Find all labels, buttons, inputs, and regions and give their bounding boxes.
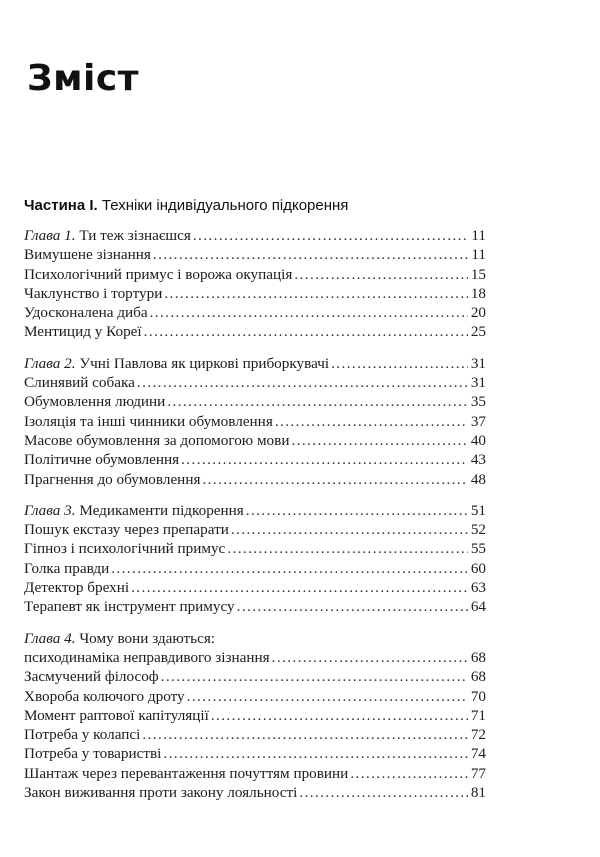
- dot-leader: [193, 226, 469, 245]
- section-title: Чаклунство і тортури: [24, 284, 163, 302]
- page-number: 15: [470, 265, 486, 283]
- toc-entry[interactable]: [24, 322, 486, 341]
- toc-entry[interactable]: [24, 725, 486, 744]
- section-title: Гіпноз і психологічний примус: [24, 540, 226, 558]
- page-number: 20: [470, 304, 486, 322]
- dot-leader: [181, 450, 468, 469]
- toc-entry[interactable]: [24, 373, 486, 392]
- toc-entry-chapter[interactable]: [24, 354, 486, 373]
- page-number: 11: [471, 246, 486, 264]
- section-title: Масове обумовлення за допомогою мови: [24, 431, 290, 449]
- dot-leader: [137, 373, 468, 392]
- section-title: Потреба у товаристві: [24, 745, 162, 763]
- section-title: Засмучений філософ: [24, 668, 159, 686]
- dot-leader: [111, 559, 468, 578]
- page-number: 68: [470, 648, 486, 666]
- section-title: Терапевт як інструмент примусу: [24, 598, 235, 616]
- toc-entry[interactable]: [24, 764, 486, 783]
- part-title: Техніки індивідуального підкорення: [101, 197, 349, 214]
- chapter-1: [24, 226, 486, 342]
- page-number: 18: [470, 284, 486, 302]
- page-number: 70: [470, 687, 486, 705]
- section-title: Потреба у колапсі: [24, 726, 141, 744]
- chapter-label: Глава 1.: [24, 227, 76, 244]
- page-number: 63: [470, 579, 486, 597]
- dot-leader: [211, 706, 468, 725]
- page-number: 68: [470, 668, 486, 686]
- dot-leader: [350, 764, 467, 783]
- toc-entry[interactable]: [24, 687, 486, 706]
- section-title: Ізоляція та інші чинники обумовлення: [24, 412, 273, 430]
- page-number: 72: [470, 726, 486, 744]
- toc-entry-chapter[interactable]: [24, 629, 486, 648]
- page-number: 55: [470, 540, 486, 558]
- page-number: 35: [470, 393, 486, 411]
- dot-leader: [299, 783, 467, 802]
- section-title: Закон виживання проти закону лояльності: [24, 784, 298, 802]
- toc-entry[interactable]: [24, 597, 486, 616]
- dot-leader: [246, 501, 468, 520]
- dot-leader: [131, 578, 468, 597]
- page-number: 40: [470, 431, 486, 449]
- page-number: 25: [470, 323, 486, 341]
- toc-entry-chapter[interactable]: [24, 226, 486, 245]
- section-title: Детектор брехні: [24, 579, 130, 597]
- toc-entry-chapter[interactable]: [24, 501, 486, 520]
- toc-entry[interactable]: [24, 392, 486, 411]
- page-number: 71: [470, 706, 486, 724]
- dot-leader: [231, 520, 468, 539]
- section-title: Момент раптової капітуляції: [24, 706, 209, 724]
- section-title: Політичне обумовлення: [24, 451, 180, 469]
- part-heading: [24, 196, 486, 216]
- table-of-contents: [24, 196, 486, 814]
- chapter-title: Чому вони здаються:: [79, 629, 216, 647]
- page-number: 51: [470, 501, 486, 519]
- chapter-label: Глава 2.: [24, 354, 76, 372]
- section-title: Обумовлення людини: [24, 393, 166, 411]
- chapter-title-continuation: психодинаміка неправдивого зізнання: [24, 648, 270, 666]
- chapter-title: Учні Павлова як циркові приборкувачі: [79, 354, 330, 372]
- page-number: 60: [470, 559, 486, 577]
- toc-entry[interactable]: [24, 265, 486, 284]
- dot-leader: [237, 597, 468, 616]
- toc-entry[interactable]: [24, 303, 486, 322]
- part-label: Частина I.: [24, 197, 98, 214]
- toc-entry[interactable]: [24, 539, 486, 558]
- dot-leader: [187, 687, 468, 706]
- toc-entry[interactable]: [24, 667, 486, 686]
- page-title: Зміст: [27, 58, 140, 99]
- section-title: Хвороба колючого дроту: [24, 687, 185, 705]
- page-number: 81: [470, 784, 486, 802]
- page-number: 48: [470, 470, 486, 488]
- section-title: Шантаж через перевантаження почуттям провини: [24, 764, 349, 782]
- page-number: 43: [470, 451, 486, 469]
- dot-leader: [167, 392, 468, 411]
- dot-leader: [153, 245, 468, 264]
- dot-leader: [331, 354, 468, 373]
- section-title: Пошук екстазу через препарати: [24, 521, 229, 539]
- toc-entry[interactable]: [24, 470, 486, 489]
- dot-leader: [294, 265, 467, 284]
- chapter-title: Медикаменти підкорення: [79, 501, 244, 519]
- page-number: 31: [470, 374, 486, 392]
- toc-entry[interactable]: [24, 578, 486, 597]
- dot-leader: [291, 431, 467, 450]
- toc-entry[interactable]: [24, 706, 486, 725]
- chapter-title: Ти теж зізнаєшся: [79, 227, 191, 244]
- page-number: 11: [471, 227, 486, 244]
- dot-leader: [163, 744, 467, 763]
- toc-entry-chapter-continuation[interactable]: [24, 648, 486, 667]
- section-title: Голка правди: [24, 559, 110, 577]
- dot-leader: [164, 284, 467, 303]
- section-title: Удосконалена диба: [24, 304, 148, 322]
- dot-leader: [161, 667, 468, 686]
- chapter-4: [24, 629, 486, 803]
- page-number: 74: [470, 745, 486, 763]
- toc-entry[interactable]: [24, 412, 486, 431]
- chapter-label: Глава 4.: [24, 629, 76, 647]
- page-number: 37: [470, 412, 486, 430]
- dot-leader: [202, 470, 467, 489]
- page-number: 31: [470, 354, 486, 372]
- toc-entry[interactable]: [24, 450, 486, 469]
- toc-entry[interactable]: [24, 744, 486, 763]
- dot-leader: [142, 725, 467, 744]
- section-title: Прагнення до обумовлення: [24, 470, 201, 488]
- dot-leader: [227, 539, 468, 558]
- chapter-3: [24, 501, 486, 617]
- chapter-label: Глава 3.: [24, 501, 76, 519]
- page-number: 77: [470, 764, 486, 782]
- toc-entry[interactable]: [24, 520, 486, 539]
- toc-entry[interactable]: [24, 431, 486, 450]
- dot-leader: [144, 322, 468, 341]
- section-title: Ментицид у Кореї: [24, 323, 142, 341]
- section-title: Слинявий собака: [24, 374, 135, 392]
- toc-entry[interactable]: [24, 559, 486, 578]
- dot-leader: [150, 303, 468, 322]
- toc-entry[interactable]: [24, 783, 486, 802]
- page-number: 64: [470, 598, 486, 616]
- toc-entry[interactable]: [24, 284, 486, 303]
- dot-leader: [272, 648, 468, 667]
- section-title: Вимушене зізнання: [24, 246, 151, 264]
- page-number: 52: [470, 521, 486, 539]
- dot-leader: [275, 412, 468, 431]
- chapter-2: [24, 354, 486, 489]
- section-title: Психологічний примус і ворожа окупація: [24, 265, 293, 283]
- toc-entry[interactable]: [24, 245, 486, 264]
